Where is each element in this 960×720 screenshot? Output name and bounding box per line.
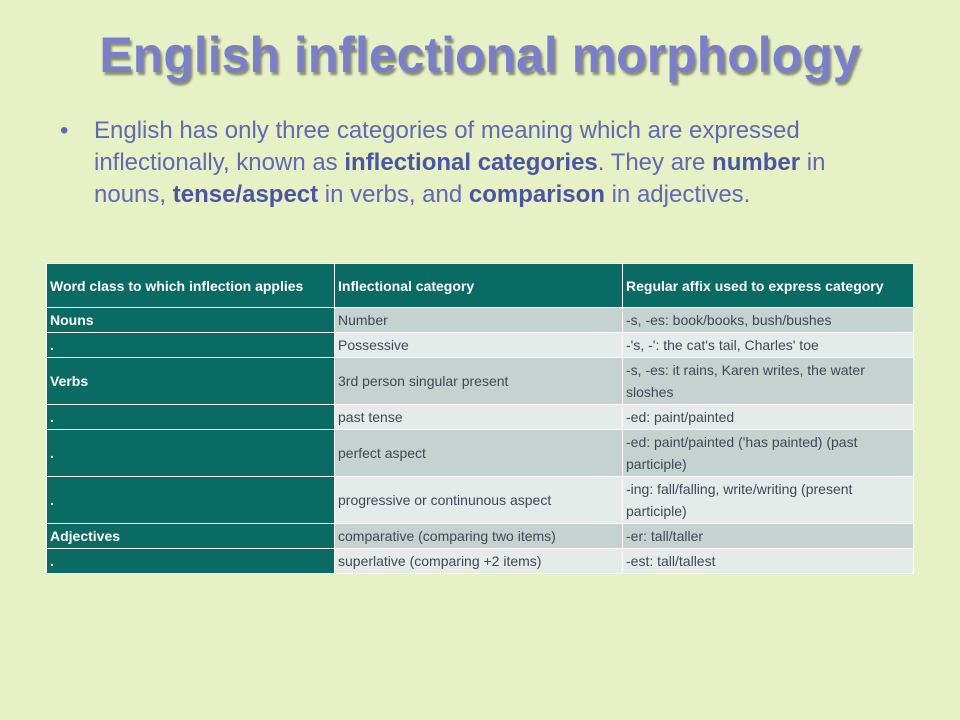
bullet-segment: . They are xyxy=(597,149,713,176)
cell-category: comparative (comparing two items) xyxy=(335,524,623,549)
header-inflectional-category: Inflectional category xyxy=(335,264,623,308)
cell-category: Number xyxy=(335,308,623,333)
cell-affix: -er: tall/taller xyxy=(623,524,914,549)
cell-affix: -ed: paint/painted ('has painted) (past participle) xyxy=(623,430,914,477)
cell-word-class: . xyxy=(47,549,335,574)
cell-affix: -est: tall/tallest xyxy=(623,549,914,574)
cell-category: past tense xyxy=(335,405,623,430)
cell-affix: -s, -es: it rains, Karen writes, the water sloshes xyxy=(623,358,914,405)
cell-category: 3rd person singular present xyxy=(335,358,623,405)
cell-category: progressive or continunous aspect xyxy=(335,477,623,524)
table-row xyxy=(47,333,914,358)
bullet-marker: • xyxy=(60,117,69,144)
cell-category: Possessive xyxy=(335,333,623,358)
cell-word-class: Adjectives xyxy=(47,524,335,549)
cell-category: superlative (comparing +2 items) xyxy=(335,549,623,574)
cell-affix: -'s, -': the cat's tail, Charles' toe xyxy=(623,333,914,358)
cell-word-class: . xyxy=(47,430,335,477)
slide-title: English inflectional morphology xyxy=(99,27,861,83)
bullet-point xyxy=(60,115,900,211)
bullet-segment: in verbs, and xyxy=(318,181,469,208)
table-row xyxy=(47,308,914,333)
cell-category: perfect aspect xyxy=(335,430,623,477)
cell-word-class: . xyxy=(47,333,335,358)
table-header-row xyxy=(47,264,914,308)
cell-affix: -s, -es: book/books, bush/bushes xyxy=(623,308,914,333)
cell-word-class: . xyxy=(47,405,335,430)
table-row xyxy=(47,549,914,574)
bullet-bold-term: tense/aspect xyxy=(172,181,319,208)
header-word-class: Word class to which inflection applies xyxy=(47,264,335,308)
bullet-segment: in adjectives. xyxy=(604,181,751,208)
bullet-text xyxy=(94,115,900,211)
table-row xyxy=(47,358,914,405)
cell-word-class: Verbs xyxy=(47,358,335,405)
table-row xyxy=(47,524,914,549)
cell-word-class: . xyxy=(47,477,335,524)
bullet-bold-term: inflectional categories xyxy=(344,149,598,176)
table-row xyxy=(47,477,914,524)
header-regular-affix: Regular affix used to express category xyxy=(623,264,914,308)
bullet-segment: in nouns, xyxy=(94,149,826,208)
bullet-bold-term: number xyxy=(712,149,801,176)
cell-affix: -ed: paint/painted xyxy=(623,405,914,430)
inflection-table xyxy=(46,263,914,574)
bullet-bold-term: comparison xyxy=(468,181,605,208)
cell-affix: -ing: fall/falling, write/writing (present participle) xyxy=(623,477,914,524)
cell-word-class: Nouns xyxy=(47,308,335,333)
bullet-segment: English has only three categories of meaning which are expressed inflectionally, known as xyxy=(94,117,800,176)
table-row xyxy=(47,405,914,430)
table-row xyxy=(47,430,914,477)
